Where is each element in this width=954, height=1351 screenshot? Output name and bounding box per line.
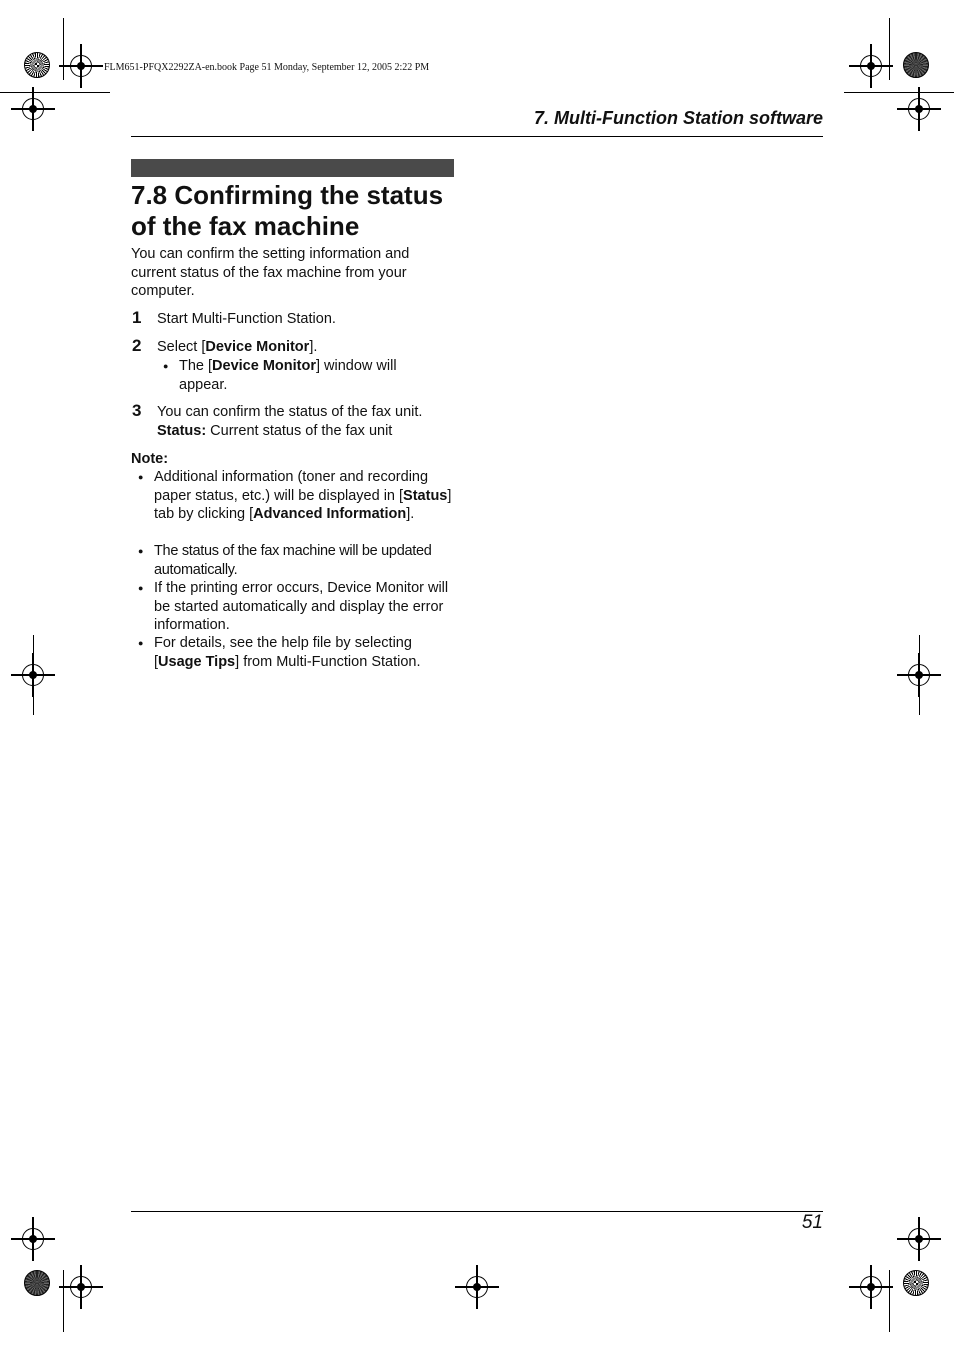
step-number: 1	[132, 308, 142, 327]
sub-bullet-pre: The	[179, 358, 209, 374]
bracket: [	[154, 653, 159, 670]
step-text: Start Multi-Function Station.	[157, 311, 336, 327]
bracket: ]	[309, 339, 314, 355]
bracket: ]	[315, 358, 321, 374]
starburst-mark-icon	[903, 1270, 929, 1296]
running-header: 7. Multi-Function Station software	[534, 108, 823, 128]
bracket: [	[201, 339, 206, 355]
registration-target-icon	[22, 1228, 44, 1250]
section-bar	[131, 159, 454, 177]
note-text: from Multi-Function Station.	[239, 653, 421, 670]
menu-label: Usage Tips	[158, 653, 236, 670]
starburst-mark-icon	[24, 1270, 50, 1296]
crop-mark	[63, 18, 64, 80]
menu-label: Device Monitor	[212, 358, 316, 374]
crop-mark	[63, 1270, 64, 1332]
registration-target-icon	[70, 55, 92, 77]
step-number: 2	[132, 336, 142, 355]
step-text	[157, 338, 457, 357]
sub-bullet-post: window will appear.	[179, 358, 397, 393]
note-item	[154, 468, 454, 524]
header-rule	[131, 136, 823, 137]
definition-term: Status:	[157, 422, 207, 439]
note-heading: Note:	[131, 451, 169, 467]
footer-rule	[131, 1211, 823, 1212]
registration-target-icon	[22, 664, 44, 686]
registration-target-icon	[70, 1276, 92, 1298]
registration-target-icon	[22, 98, 44, 120]
registration-target-icon	[860, 55, 882, 77]
sub-bullet	[179, 357, 439, 394]
starburst-mark-icon	[903, 52, 929, 78]
button-label: Advanced Information	[253, 506, 407, 522]
crop-mark	[0, 92, 110, 93]
menu-label: Device Monitor	[205, 339, 310, 355]
bracket: ]	[235, 653, 240, 670]
note-text: .	[410, 506, 415, 522]
page-title: 7.8 Confirming the status of the fax machine	[131, 180, 444, 241]
tab-label: Status	[403, 487, 448, 504]
intro-paragraph: You can confirm the setting information and current status of the fax machine from your computer.	[131, 246, 410, 299]
crop-mark	[889, 1270, 890, 1332]
page-number: 51	[801, 1212, 823, 1233]
step-text	[157, 403, 457, 440]
bracket: ]	[447, 487, 452, 504]
note-text: tab by clicking	[154, 506, 250, 522]
registration-target-icon	[908, 664, 930, 686]
crop-mark	[844, 92, 954, 93]
note-text: Additional information (toner and recording paper status, etc.) will be displayed in	[154, 469, 429, 504]
note-item: ● If the printing error occurs, Device Monitor will be started automatically and display the error information.	[154, 579, 454, 635]
book-slug-line: FLM651-PFQX2292ZA-en.book Page 51 Monday, September 12, 2005 2:22 PM	[104, 62, 430, 73]
status-definition	[157, 422, 457, 441]
registration-target-icon	[908, 1228, 930, 1250]
bracket: [	[399, 487, 404, 504]
registration-target-icon	[860, 1276, 882, 1298]
note-text: For details, see the help file by selecting	[154, 635, 412, 651]
step-number: 3	[132, 401, 142, 420]
note-item	[154, 634, 454, 671]
step-text-post: .	[313, 339, 318, 355]
step-text-pre: Select	[157, 339, 202, 355]
step-line: You can confirm the status of the fax unit.	[157, 404, 423, 420]
bracket: [	[208, 358, 213, 374]
definition-text: Current status of the fax unit	[206, 422, 393, 439]
bracket: [	[249, 506, 254, 522]
registration-target-icon	[466, 1276, 488, 1298]
note-item: ● The status of the fax machine will be updated automatically.	[154, 542, 459, 579]
crop-mark	[889, 18, 890, 80]
bracket: ]	[406, 506, 411, 522]
starburst-mark-icon	[24, 52, 50, 78]
registration-target-icon	[908, 98, 930, 120]
